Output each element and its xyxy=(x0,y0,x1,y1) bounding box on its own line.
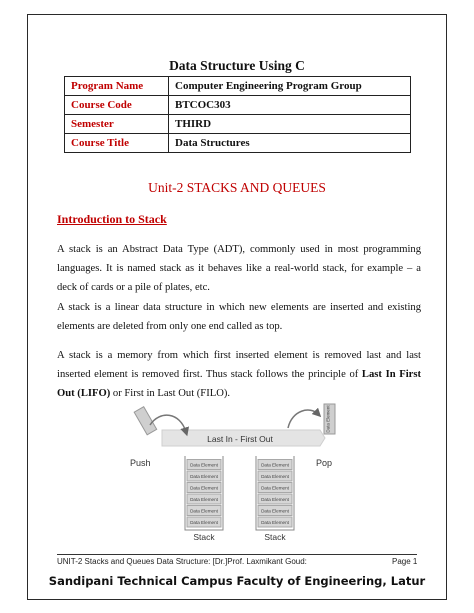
table-row xyxy=(65,77,411,96)
push-label: Push xyxy=(130,458,151,468)
table-key: Course Code xyxy=(65,96,169,115)
table-key: Program Name xyxy=(65,77,169,96)
element-label: Data Element xyxy=(261,462,289,468)
table-value: BTCOC303 xyxy=(169,96,411,115)
element-label: Data Element xyxy=(261,496,289,502)
element-label: Data Element xyxy=(190,485,218,491)
section-heading: Introduction to Stack xyxy=(57,212,167,226)
element-label: Data Element xyxy=(190,496,218,502)
element-label: Data Element xyxy=(190,462,218,468)
pop-arrow xyxy=(288,410,318,428)
course-info-table xyxy=(64,76,411,153)
table-row xyxy=(65,134,411,153)
stack-left xyxy=(185,456,223,530)
element-label: Data Element xyxy=(261,508,289,514)
paragraph xyxy=(57,346,421,403)
paragraph-text: A stack is a memory from which first inserted element is removed last and last inserted element is removed first. Thus stack follows the principle of xyxy=(57,350,421,380)
paragraph-text: or First in Last Out (FILO). xyxy=(110,388,231,399)
page-number: Page 1 xyxy=(392,557,418,566)
stack-right xyxy=(256,456,294,530)
footer-divider xyxy=(57,554,417,555)
stack-diagram xyxy=(120,400,356,546)
table-value: Data Structures xyxy=(169,134,411,153)
stack-label: Stack xyxy=(193,532,215,542)
element-label: Data Element xyxy=(261,473,289,479)
element-label: Data Element xyxy=(190,519,218,525)
banner-label: Last In - First Out xyxy=(207,434,273,444)
table-row xyxy=(65,96,411,115)
lifo-term: Last In First Out (LIFO) xyxy=(57,369,421,399)
footer-course-text: UNIT-2 Stacks and Queues Data Structure: [Dr.]Prof. Laxmikant Goud: xyxy=(57,557,307,566)
element-label: Data Element xyxy=(190,473,218,479)
table-key: Semester xyxy=(65,115,169,134)
footer-institute: Sandipani Technical Campus Faculty of Engineering, Latur xyxy=(48,574,426,588)
pop-label: Pop xyxy=(316,458,333,468)
table-row xyxy=(65,115,411,134)
unit-title: Unit-2 STACKS AND QUEUES xyxy=(148,180,326,195)
document-title: Data Structure Using C xyxy=(169,58,305,73)
element-label: Data Element xyxy=(261,485,289,491)
table-value: Computer Engineering Program Group xyxy=(169,77,411,96)
paragraph: A stack is an Abstract Data Type (ADT), commonly used in most programming languages. It is named stack as it behaves like a real-world stack, for example – a deck of cards or a pile of plates, etc. xyxy=(57,244,421,293)
paragraph: A stack is a linear data structure in which new elements are inserted and existing elements are deleted from only one end called as top. xyxy=(57,302,421,332)
stack-label: Stack xyxy=(264,532,286,542)
element-label: Data Element xyxy=(190,508,218,514)
table-value: THIRD xyxy=(169,115,411,134)
table-key: Course Title xyxy=(65,134,169,153)
element-label: Data Element xyxy=(261,519,289,525)
pop-element xyxy=(324,404,335,434)
element-label: Data Element xyxy=(325,405,331,433)
